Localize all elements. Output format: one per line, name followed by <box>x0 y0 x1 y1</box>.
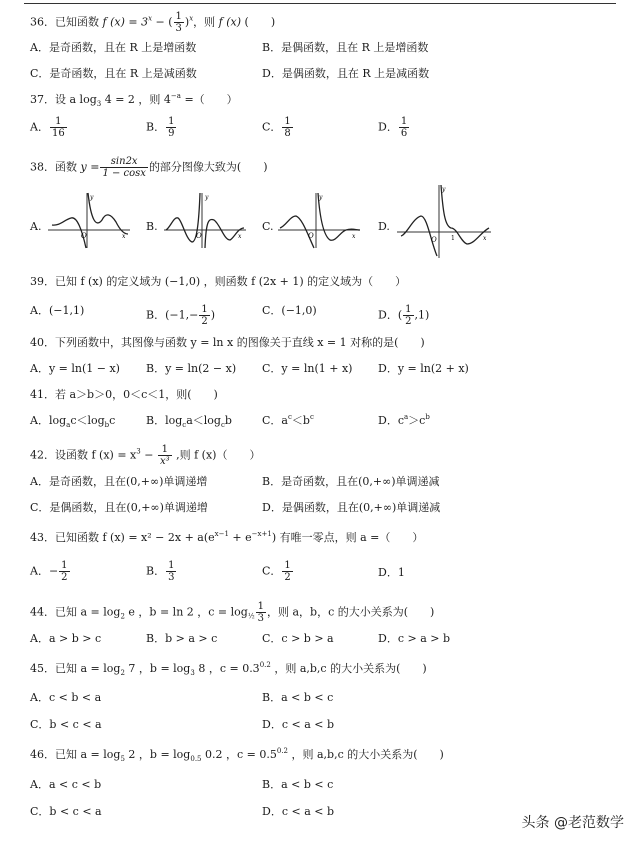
q39-option-b: B．(−1,− $\frac{1}{2}$ ) <box>146 304 215 327</box>
q38-option-b-label: B. <box>146 220 158 233</box>
q44-option-b: B．b > a > c <box>146 632 218 645</box>
q46-option-b: B．a < b < c <box>262 778 334 791</box>
q38-graph-a <box>46 190 132 250</box>
q40-option-b: B．y = ln(2 − x) <box>146 362 237 375</box>
q42-option-c: C．是偶函数，且在(0,+∞)单调递增 <box>30 501 208 514</box>
q40-option-c: C．y = ln(1 + x) <box>262 362 353 375</box>
q45-option-c: C．b < c < a <box>30 718 102 731</box>
q41-option-c: C．$a^c<b^c$ <box>262 413 314 427</box>
q36-stem: 36．已知函数 f $(x) = 3^x$ − ( $\frac{1}{3}$ )$^x$，则 f (x) ( ) <box>30 11 276 34</box>
q42-option-d: D．是偶函数，且在(0,+∞)单调递减 <box>262 501 441 514</box>
q42-stem: 42．设函数 f $(x) = x^3$ − $\frac{1}{\text{x³}}$ ,则 f (x)（ ） <box>30 444 261 467</box>
q44-option-a: A．a > b > c <box>30 632 102 645</box>
q38-graph-b <box>162 190 248 250</box>
top-rule <box>24 3 616 4</box>
q45-stem: 45．已知 $a = \log_2 7$ ，$b = \log_3 8$ ，$c = 0.3^{0.2}$ ，则 a,b,c 的大小关系为( ) <box>30 661 427 677</box>
q41-stem: 41．若 a＞b＞0，0＜c＜1，则( ) <box>30 388 218 401</box>
q43-option-a: A．− $\frac{1}{2}$ <box>30 560 68 583</box>
q46-option-a: A．a < c < b <box>30 778 102 791</box>
q40-option-d: D．y = ln(2 + x) <box>378 362 469 375</box>
q44-option-c: C．c > b > a <box>262 632 334 645</box>
q43-option-b: B． $\frac{1}{3}$ <box>146 560 175 583</box>
q45-option-d: D．c < a < b <box>262 718 334 731</box>
q46-option-d: D．c < a < b <box>262 805 334 818</box>
q36-option-c: C．是奇函数，且在 R 上是减函数 <box>30 67 197 80</box>
q42-option-a: A．是奇函数，且在(0,+∞)单调递增 <box>30 475 208 488</box>
x-axis-label: x <box>483 235 487 242</box>
q44-stem: 44．已知 $a = \log_2 e$ ，b = ln 2 ，$c = \log_{\frac{1}{2}}$ $\frac{1}{3}$ ，则 a，b，c 的大小关系为( ) <box>30 601 435 624</box>
q40-option-a: A．y = ln(1 − x) <box>30 362 120 375</box>
q44-option-d: D．c > a > b <box>378 632 450 645</box>
q38-option-c-label: C. <box>262 220 274 233</box>
q41-option-b: B．$\log_ca<\log_cb$ <box>146 414 232 429</box>
q38-graph-c <box>276 190 362 250</box>
q45-option-a: A．c < b < a <box>30 691 102 704</box>
q46-option-c: C．b < c < a <box>30 805 102 818</box>
q43-option-c: C． $\frac{1}{2}$ <box>262 560 291 583</box>
origin-label: O <box>431 236 437 244</box>
q36-option-b: B．是偶函数，且在 R 上是增函数 <box>262 41 429 54</box>
q37-option-a: A． $\frac{1}{16}$ <box>30 116 65 139</box>
y-axis-label: y <box>90 194 94 201</box>
q42-option-b: B．是奇函数，且在(0,+∞)单调递减 <box>262 475 440 488</box>
tick-one-label: 1 <box>451 235 455 242</box>
y-axis-label: y <box>319 194 323 201</box>
q37-option-c: C． $\frac{1}{8}$ <box>262 116 291 139</box>
watermark: 头条 @老范数学 <box>521 815 624 831</box>
origin-label: O <box>196 232 202 240</box>
q39-option-d: D．( $\frac{1}{2}$ ,1) <box>378 304 430 327</box>
origin-label: O <box>81 232 87 240</box>
q43-option-d: D．1 <box>378 566 405 579</box>
q45-option-b: B．a < b < c <box>262 691 334 704</box>
q46-stem: 46．已知 $a = \log_5 2$ ，$b = \log_{0.5} 0.2$ ，$c = 0.5^{0.2}$ ，则 a,b,c 的大小关系为( ) <box>30 747 444 763</box>
q41-option-d: D．$c^a>c^b$ <box>378 413 430 427</box>
y-axis-label: y <box>205 194 209 201</box>
x-axis-label: x <box>238 233 242 240</box>
q39-option-a: A．(−1,1) <box>30 304 85 317</box>
q39-stem: 39．已知 f (x) 的定义域为 (−1,0) ，则函数 f (2x + 1) 的定义域为（ ） <box>30 275 407 288</box>
origin-label: O <box>308 232 314 240</box>
q38-option-d-label: D. <box>378 220 390 233</box>
q38-stem: 38．函数 y = $\frac{\sin 2x}{1 - \cos x}$ 的部分图像大致为( ) <box>30 156 268 179</box>
q37-stem: 37．设 a $\log_3 4 = 2$ ，则 $4^{-a}$ =（ ） <box>30 92 238 108</box>
q36-option-a: A．是奇函数，且在 R 上是增函数 <box>30 41 197 54</box>
q39-option-c: C．(−1,0) <box>262 304 317 317</box>
x-axis-label: x <box>122 233 126 240</box>
q38-graph-d <box>395 182 495 260</box>
q43-stem: 43．已知函数 f $(x) = x^2 - 2x + a(e^{x-1} + e^{-x+1})$ 有唯一零点，则 a =（ ） <box>30 530 424 544</box>
q40-stem: 40．下列函数中，其图像与函数 y = ln x 的图像关于直线 x = 1 对称的是( ) <box>30 336 425 349</box>
q37-option-b: B． $\frac{1}{9}$ <box>146 116 175 139</box>
q41-option-a: A．$\log_ac<\log_bc$ <box>30 414 116 429</box>
x-axis-label: x <box>352 233 356 240</box>
y-axis-label: y <box>442 186 446 193</box>
q38-option-a-label: A. <box>30 220 42 233</box>
q37-option-d: D． $\frac{1}{6}$ <box>378 116 408 139</box>
q36-option-d: D．是偶函数，且在 R 上是减函数 <box>262 67 430 80</box>
